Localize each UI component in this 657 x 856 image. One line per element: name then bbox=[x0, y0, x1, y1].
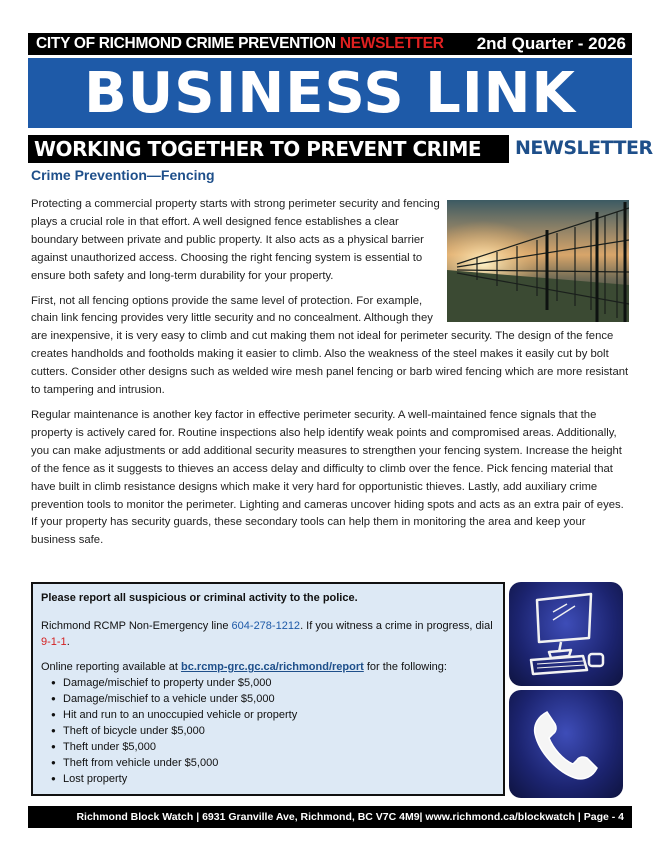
article-paragraph-3: Regular maintenance is another key factor in effective perimeter security. A well-maintained fence signals that the property is actively cared for. Routine inspections also help identify weak points and compromised areas. Additionally, you can make adjustments or add additional security measures to strengthen your fencing system. Increase the height of the fence as it suggests to thieves an access delay and difficulty to climb over the fence. Pick fencing material that have built in climb resistance designs which make it very hard for opportunistic thieves. Lastly, add auxiliary crime prevention tools to monitor the perimeter. Lighting and cameras uncover hiding spots and acts as an extra pair of eyes. If your property has security guards, these secondary tools can help them in monitoring the area and keep your business safe. bbox=[31, 408, 624, 547]
article-body bbox=[31, 196, 629, 557]
list-item: ● Theft of bicycle under $5,000 bbox=[51, 723, 495, 739]
section-heading-bar bbox=[28, 135, 509, 163]
online-reporting-line: Online reporting available at bc.rcmp-grc.gc.ca/richmond/report for the following: bbox=[41, 661, 447, 673]
report-category-list bbox=[41, 675, 495, 787]
section-title: WORKING TOGETHER TO PREVENT CRIME bbox=[34, 137, 482, 161]
report-heading: Please report all suspicious or criminal activity to the police. bbox=[41, 592, 358, 604]
non-emergency-number[interactable]: 604-278-1212 bbox=[231, 620, 301, 632]
footer-text: Richmond Block Watch | 6931 Granville Ave, Richmond, BC V7C 4M9| www.richmond.ca/blockwatch | Page - 4 bbox=[76, 811, 624, 823]
list-item: ● Damage/mischief to a vehicle under $5,000 bbox=[51, 691, 495, 707]
page-footer bbox=[28, 806, 632, 828]
phone-icon bbox=[509, 690, 623, 798]
article-subtitle: Crime Prevention—Fencing bbox=[31, 167, 215, 183]
masthead-city-text: CITY OF RICHMOND CRIME PREVENTION bbox=[36, 35, 336, 52]
business-link-banner bbox=[28, 58, 632, 128]
report-info-box bbox=[31, 582, 505, 796]
masthead-title bbox=[36, 35, 444, 53]
list-item: ● Hit and run to an unoccupied vehicle or property bbox=[51, 707, 495, 723]
list-item: ● Theft from vehicle under $5,000 bbox=[51, 755, 495, 771]
list-item: ● Theft under $5,000 bbox=[51, 739, 495, 755]
emergency-number[interactable]: 9-1-1 bbox=[41, 636, 67, 648]
masthead-newsletter-word: NEWSLETTER bbox=[339, 35, 444, 52]
masthead-bar bbox=[28, 33, 632, 55]
computer-icon bbox=[509, 582, 623, 686]
quarter-label: 2nd Quarter - 2026 bbox=[476, 34, 626, 53]
banner-title: BUSINESS LINK bbox=[84, 60, 576, 126]
article-paragraph-2: First, not all fencing options provide the same level of protection. For example, chain link fencing provides very little security and no concealment. Although they are inexpensive, it is very easy to climb and cut making them not ideal for perimeter security. The design of the fence creates handholds and footholds making it easier to climb. Also the weakness of the steel makes it easily cut by bolt cutters. Consider other designs such as welded wire mesh panel fencing or barb wired fencing which are more resistant to tampering and intrusion. bbox=[31, 294, 629, 397]
section-newsletter-tag: NEWSLETTER bbox=[515, 137, 653, 159]
online-report-link[interactable]: bc.rcmp-grc.gc.ca/richmond/report bbox=[181, 661, 364, 673]
article-paragraph-1: Protecting a commercial property starts with strong perimeter security and fencing plays a crucial role in that effort. A well designed fence establishes a clear boundary between private and public property. It also acts as a physical barrier against unauthorized access. Choosing the right fencing system is essential to ensure both safety and long-term durability for your property. bbox=[31, 198, 440, 282]
rcmp-phone-line: Richmond RCMP Non-Emergency line 604-278-1212. If you witness a crime in progress, dial 9-1-1. bbox=[41, 620, 493, 648]
list-item: ● Damage/mischief to property under $5,000 bbox=[51, 675, 495, 691]
list-item: ● Lost property bbox=[51, 771, 495, 787]
